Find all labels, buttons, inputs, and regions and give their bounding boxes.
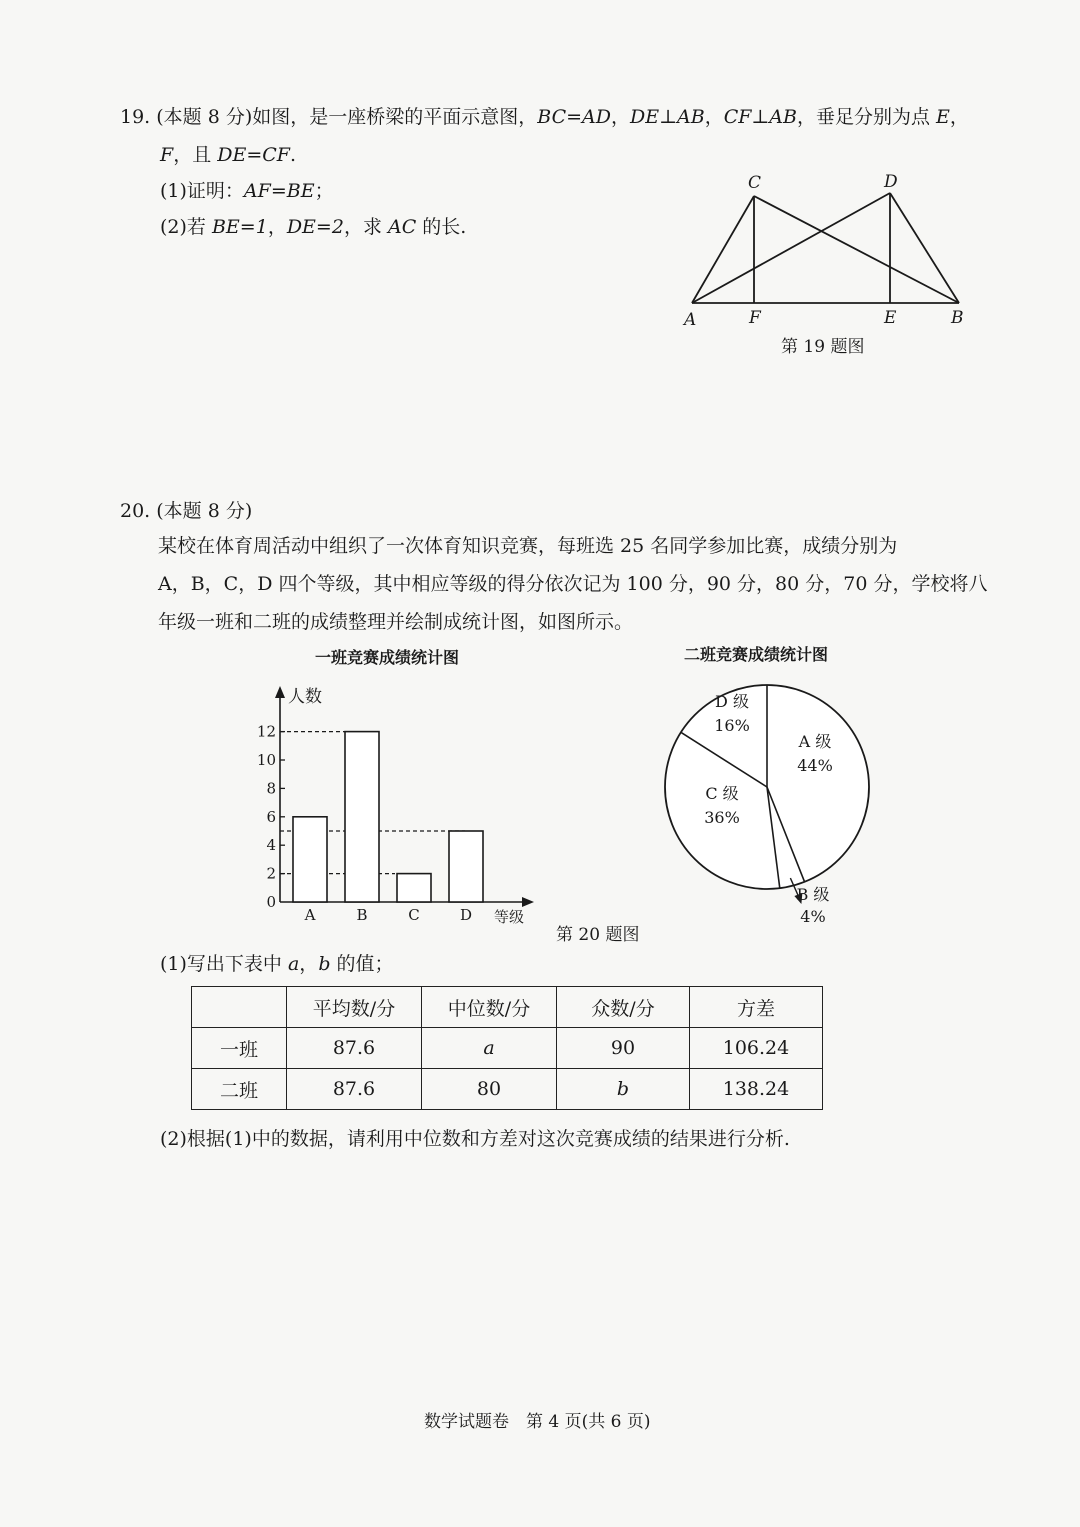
table-header-cell: 方差 [690,987,823,1028]
slice-percent: 44% [797,756,833,775]
page-footer: 数学试题卷 第 4 页(共 6 页) [424,1412,651,1432]
table-cell: 138.24 [690,1069,823,1110]
q19-figure-caption: 第 19 题图 [781,337,865,357]
slice-percent: 16% [714,716,750,735]
table-header-cell [192,987,287,1028]
table-header-cell: 中位数/分 [422,987,557,1028]
slice-label: D 级 [715,692,749,711]
q20-header [120,492,252,530]
slice-label: B 级 [796,885,830,904]
label-d: D [884,172,898,192]
x-tick-label: C [408,906,420,924]
table-cell: 90 [557,1028,690,1069]
y-tick-label: 6 [266,807,276,826]
slice-label: C 级 [705,784,739,803]
segment-ad [692,193,890,303]
y-axis-label: 人数 [288,687,322,707]
segment-db [890,193,959,303]
table-cell: b [557,1069,690,1110]
label-f: F [749,308,761,328]
q19-intro: 如图，是一座桥梁的平面示意图， [252,106,538,128]
label-c: C [748,173,762,193]
q20-part1: (1)写出下表中 a，b 的值； [160,953,394,975]
segment-ac [692,196,754,303]
table-header-cell: 众数/分 [557,987,690,1028]
q20-line2: A，B，C，D 四个等级，其中相应等级的得分依次记为 100 分，90 分，80 分，70 分，学校将八 [158,573,988,595]
table-row [192,1028,823,1069]
table-cell: 一班 [192,1028,287,1069]
table-row [192,1069,823,1110]
y-axis-arrow [275,686,285,698]
q20-number: 20. [120,500,151,522]
bar-d [449,831,483,902]
q19-part2: (2)若 BE=1，DE=2，求 AC 的长. [160,216,467,238]
q19-cond-bc-ad: BC=AD [537,106,612,128]
q19-cond-de-ab: DE⊥AB [630,106,705,128]
table-header-row [192,987,823,1028]
label-a: A [684,310,697,330]
q19-line2: F，且 DE=CF. [160,144,297,166]
y-tick-label: 4 [266,836,276,855]
slice-percent: 4% [800,907,826,926]
x-tick-label: D [459,906,473,924]
x-axis-label: 等级 [494,908,525,926]
label-e: E [884,308,897,328]
q20-line3: 年级一班和二班的成绩整理并绘制成统计图，如图所示。 [158,611,634,633]
bar-chart-title: 一班竞赛成绩统计图 [315,648,460,667]
table-cell: 87.6 [287,1069,422,1110]
q19-part1: (1)证明：AF=BE； [160,180,334,202]
table-cell: 80 [422,1069,557,1110]
y-tick-label: 10 [256,751,276,769]
table-header-cell: 平均数/分 [287,987,422,1028]
table-cell: 87.6 [287,1028,422,1069]
pie-chart-title: 二班竞赛成绩统计图 [684,645,829,664]
q20-points: (本题 8 分) [156,500,253,522]
slice-percent: 36% [704,808,740,827]
q19-bridge-figure [670,168,980,333]
q19-number: 19. [120,106,151,128]
y-tick-label: 8 [266,779,276,798]
q19-line1: 19. (本题 8 分)如图，是一座桥梁的平面示意图，BC=AD，DE⊥AB，CF⊥AB，垂足分别为点 E， [120,106,969,128]
q19-cond-cf-ab: CF⊥AB [723,106,797,128]
q19-cond-de-cf: DE=CF [217,144,290,166]
stats-table [191,986,823,1110]
x-axis-arrow [522,897,534,907]
y-tick-label: 12 [256,722,276,741]
y-tick-label: 0 [266,893,276,911]
q20-line1: 某校在体育周活动中组织了一次体育知识竞赛，每班选 25 名同学参加比赛，成绩分别为 [158,535,898,557]
q19-points: (本题 8 分) [156,106,253,128]
q20-figure-caption: 第 20 题图 [556,925,640,945]
q20-part2: (2)根据(1)中的数据，请利用中位数和方差对这次竞赛成绩的结果进行分析. [160,1128,790,1150]
table-cell: 二班 [192,1069,287,1110]
table-cell: a [422,1028,557,1069]
x-tick-label: A [304,906,316,924]
bar-a [293,817,327,902]
y-tick-label: 2 [266,864,276,883]
class2-pie-chart [650,665,880,930]
x-tick-label: B [356,906,368,924]
class1-bar-chart [240,670,540,935]
bar-c [397,874,431,902]
table-cell: 106.24 [690,1028,823,1069]
slice-label: A 级 [798,732,832,751]
bar-b [345,732,379,902]
label-b: B [951,308,964,328]
